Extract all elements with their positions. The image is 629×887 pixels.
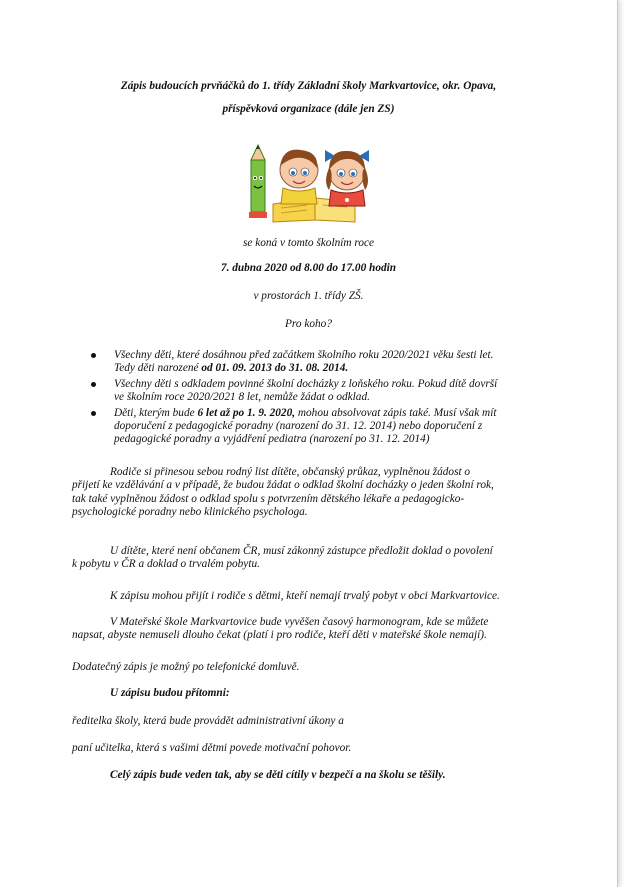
list-item-line: Děti, kterým bude 6 let až po 1. 9. 2020, mohou absolvovat zápis také. Musí však mít (114, 407, 497, 419)
list-item-line: Všechny děti s odkladem povinné školní docházky z loňského roku. Pokud dítě dovrší (114, 378, 498, 390)
children-reading-illustration (243, 142, 388, 224)
list-item (84, 349, 574, 375)
documents-paragraph: Rodiče si přinesou sebou rodný list dítěte, občanský průkaz, vyplněnou žádost o přijetí ke vzdělávání a v případě, že budou žádat o odklad školní docházky o jeden školní rok, tak také vyplněnou žádost o odklad spolu s potvrzením dětského lékaře a pedagogicko- psychologické poradny nebo klinického psychologa. (72, 466, 494, 518)
present-director: ředitelka školy, která bude provádět administrativní úkony a (72, 715, 344, 727)
pencil-icon (249, 145, 267, 218)
list-item-line: doporučení z pedagogické poradny (narození do 31. 12. 2014) nebo doporučení z (114, 420, 483, 432)
bullet-icon (91, 411, 96, 416)
list-item-line: Všechny děti, které dosáhnou před začátkem školního roku 2020/2021 věku šesti let. (114, 349, 494, 361)
closing-sentence: Celý zápis bude veden tak, aby se děti cítily v bezpečí a na školu se těšily. (110, 769, 446, 781)
heading-line-2: příspěvková organizace (dále jen ZS) (222, 103, 395, 115)
list-item (84, 407, 574, 446)
schedule-paragraph: V Mateřské škole Markvartovice bude vyvěšen časový harmonogram, kde se můžete napsat, abyste nemuseli dlouho čekat (platí i pro rodiče, kteří děti v mateřské škole nemají). (72, 616, 489, 642)
event-intro: se koná v tomto školním roce (242, 237, 375, 249)
event-date: 7. dubna 2020 od 8.00 do 17.00 hodin (220, 262, 397, 274)
residence-paragraph: K zápisu mohou přijít i rodiče s dětmi, kteří nemají trvalý pobyt v obci Markvartovice. (110, 590, 500, 602)
late-registration-paragraph: Dodatečný zápis je možný po telefonické domluvě. (72, 661, 300, 673)
present-teacher: paní učitelka, která s vašimi dětmi povede motivační pohovor. (72, 742, 352, 754)
bullet-icon (91, 382, 96, 387)
present-heading: U zápisu budou přítomni: (110, 687, 230, 699)
eligibility-list (84, 349, 574, 449)
event-place: v prostorách 1. třídy ZŠ. (253, 290, 364, 302)
who-question: Pro koho? (285, 318, 332, 330)
girl-figure (325, 150, 369, 206)
list-item (84, 378, 574, 404)
list-item-line: pedagogické poradny a vyjádření pediatra (narození po 31. 12. 2014) (114, 433, 430, 445)
boy-figure (280, 150, 318, 204)
bullet-icon (91, 353, 96, 358)
list-item-line: ve školním roce 2020/2021 8 let, nemůže žádat o odklad. (114, 391, 370, 403)
heading-line-1: Zápis budoucích prvňáčků do 1. třídy Základní školy Markvartovice, okr. Opava, (120, 80, 497, 92)
foreigner-paragraph: U dítěte, které není občanem ČR, musí zákonný zástupce předložit doklad o povolení k pobytu v ČR a doklad o trvalém pobytu. (72, 545, 493, 571)
list-item-line: Tedy děti narozené od 01. 09. 2013 do 31. 08. 2014. (114, 362, 349, 374)
